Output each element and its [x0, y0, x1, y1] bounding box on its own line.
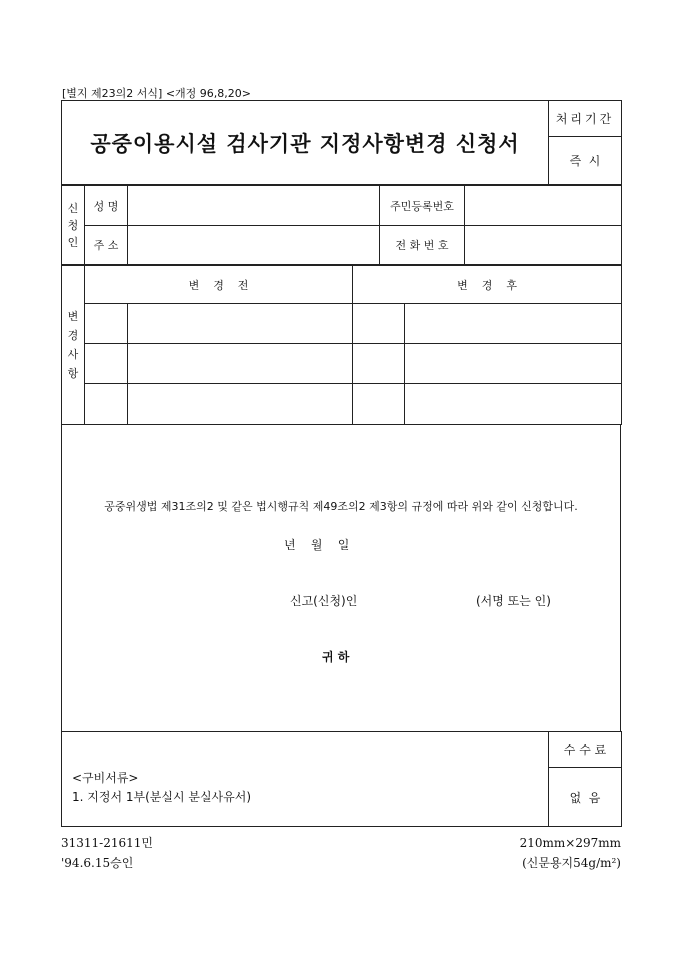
paper-type: (신문용지54g/m²)	[522, 856, 621, 870]
statement-text: 공중위생법 제31조의2 및 같은 법시행규칙 제49조의2 제3항의 규정에 따라 위와 같이 신청합니다.	[104, 500, 578, 513]
required-documents	[62, 732, 549, 827]
signature-note: (서명 또는 인)	[476, 594, 551, 608]
date-line: 년 월 일	[284, 538, 350, 552]
resident-id-label: 주민등록번호	[380, 186, 465, 226]
before-content-field[interactable]	[128, 304, 353, 344]
applicant-group-char: 인	[67, 235, 79, 249]
change-row	[62, 344, 622, 384]
form-title-cell	[62, 101, 549, 185]
paper-size: 210mm×297mm	[519, 836, 621, 850]
documents-section	[61, 731, 622, 827]
name-field[interactable]	[128, 186, 380, 226]
after-item-field[interactable]	[353, 304, 405, 344]
applicant-section	[61, 185, 622, 265]
changes-group-char: 변	[67, 310, 79, 323]
changes-section	[61, 265, 622, 425]
fee-label: 수 수 료	[549, 732, 622, 768]
after-item-field[interactable]	[353, 384, 405, 425]
processing-period-label: 처리기간	[549, 101, 622, 137]
signer-label: 신고(신청)인	[290, 594, 358, 608]
change-row	[62, 384, 622, 425]
phone-field[interactable]	[465, 226, 622, 265]
after-content-field[interactable]	[405, 304, 622, 344]
phone-label: 전 화 번 호	[380, 226, 465, 265]
statement-section	[61, 425, 621, 732]
title-block	[61, 100, 622, 185]
address-label: 주 소	[85, 226, 128, 265]
name-label: 성 명	[85, 186, 128, 226]
addressee: 귀 하	[322, 650, 350, 664]
after-change-header: 변 경 후	[353, 266, 622, 304]
changes-group-label	[62, 266, 85, 425]
after-item-field[interactable]	[353, 344, 405, 384]
before-item-field[interactable]	[85, 304, 128, 344]
before-item-field[interactable]	[85, 384, 128, 425]
form-code: 31311-21611민	[61, 836, 153, 850]
before-change-header: 변 경 전	[85, 266, 353, 304]
form-title: 공중이용시설 검사기관 지정사항변경 신청서	[90, 130, 520, 156]
changes-group-char: 경	[67, 329, 79, 342]
form-header-note: [별지 제23의2 서식] <개정 96,8,20>	[62, 87, 251, 100]
resident-id-field[interactable]	[465, 186, 622, 226]
fee-value: 없 음	[549, 768, 622, 827]
after-content-field[interactable]	[405, 384, 622, 425]
change-row	[62, 304, 622, 344]
applicant-group-char: 신	[67, 201, 79, 215]
required-documents-title: <구비서류>	[72, 771, 139, 785]
after-content-field[interactable]	[405, 344, 622, 384]
processing-period-value: 즉 시	[549, 137, 622, 185]
applicant-group-label	[62, 186, 85, 265]
before-content-field[interactable]	[128, 344, 353, 384]
before-item-field[interactable]	[85, 344, 128, 384]
changes-group-char: 사	[67, 348, 79, 361]
required-document-item: 1. 지정서 1부(분실시 분실사유서)	[72, 790, 251, 804]
applicant-group-char: 청	[67, 218, 79, 232]
approval-date: '94.6.15승인	[61, 856, 134, 870]
address-field[interactable]	[128, 226, 380, 265]
before-content-field[interactable]	[128, 384, 353, 425]
changes-group-char: 항	[67, 367, 79, 380]
